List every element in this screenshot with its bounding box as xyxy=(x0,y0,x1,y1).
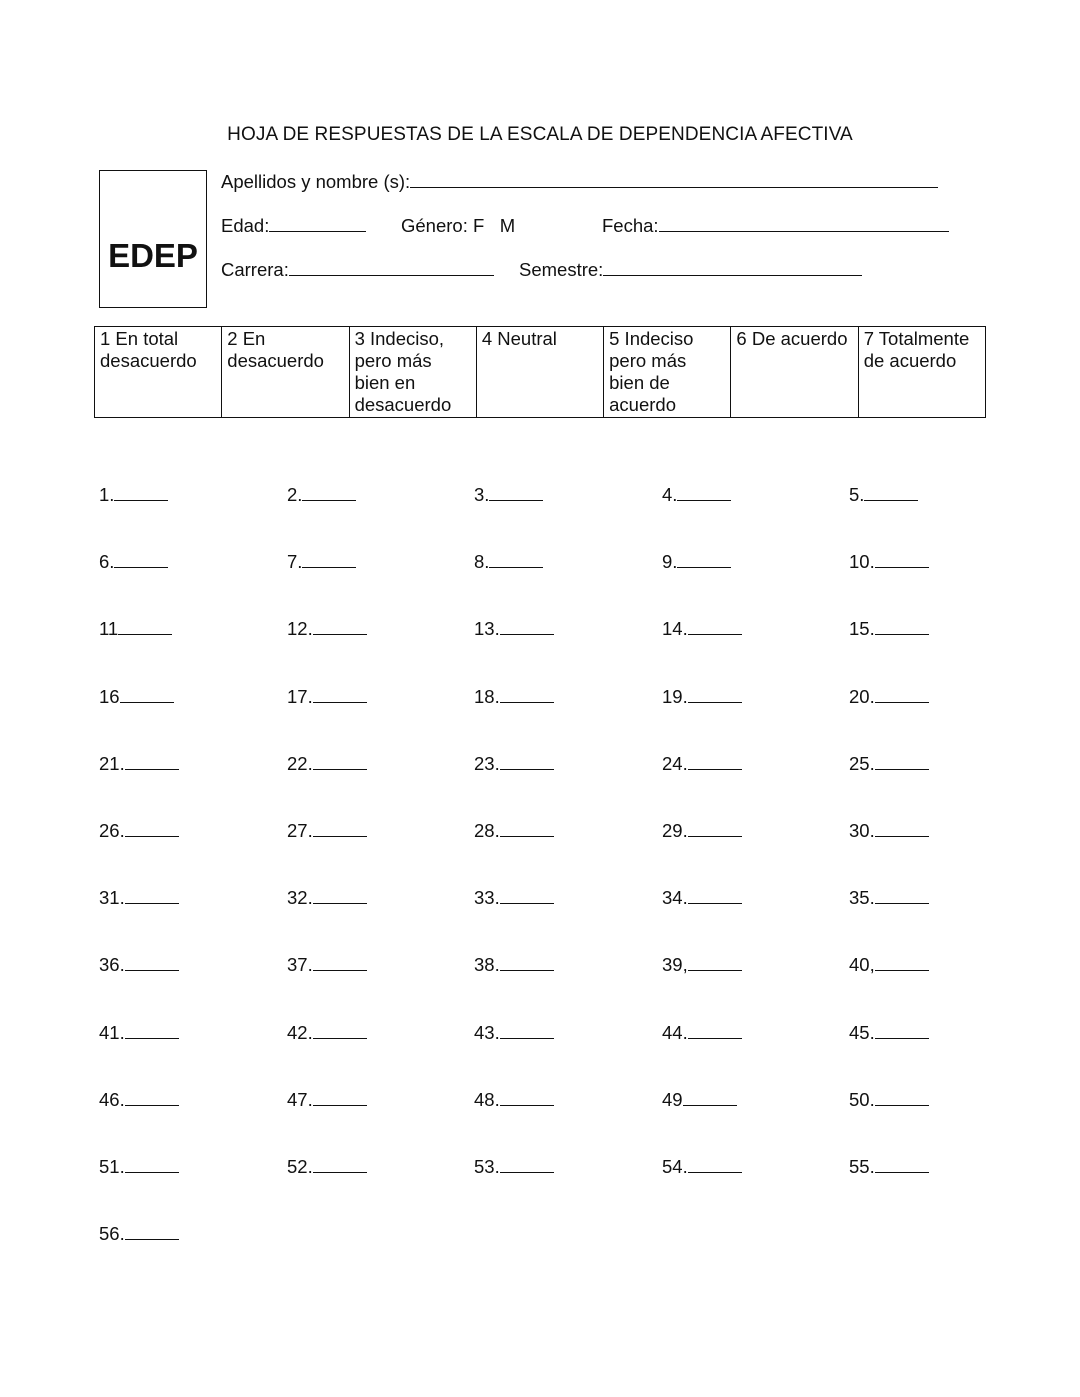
answer-item[interactable] xyxy=(662,753,742,775)
answer-blank[interactable] xyxy=(125,1225,179,1240)
answer-number: 47. xyxy=(287,1088,313,1110)
scale-option-2: 2 En desacuerdo xyxy=(222,327,349,418)
answer-blank[interactable] xyxy=(500,755,554,770)
answer-item[interactable] xyxy=(99,551,168,573)
answer-blank[interactable] xyxy=(313,822,367,837)
answer-number: 36. xyxy=(99,954,125,976)
answer-blank[interactable] xyxy=(313,755,367,770)
age-label: Edad: xyxy=(221,215,270,236)
answer-blank[interactable] xyxy=(125,822,179,837)
scale-option-1: 1 En total desacuerdo xyxy=(95,327,222,418)
response-scale-table xyxy=(94,326,986,418)
answer-number: 32. xyxy=(287,887,313,909)
semester-blank[interactable] xyxy=(603,261,862,276)
answer-number: 18. xyxy=(474,685,500,707)
answer-item[interactable] xyxy=(474,753,554,775)
answer-number: 56. xyxy=(99,1223,125,1245)
answer-blank[interactable] xyxy=(500,688,554,703)
answer-number: 3. xyxy=(474,484,490,505)
answer-number: 10. xyxy=(849,551,875,573)
answer-item[interactable] xyxy=(99,753,179,775)
answer-blank[interactable] xyxy=(688,688,742,703)
answer-item[interactable] xyxy=(99,1022,179,1044)
answer-blank[interactable] xyxy=(114,553,168,568)
answer-number: 29. xyxy=(662,820,688,841)
answer-number: 30. xyxy=(849,820,875,841)
answer-item[interactable] xyxy=(662,686,742,708)
semester-label: Semestre: xyxy=(519,259,604,280)
answer-number: 51. xyxy=(99,1156,125,1177)
answer-item[interactable] xyxy=(474,887,554,909)
answer-item[interactable] xyxy=(287,954,367,976)
answer-blank[interactable] xyxy=(688,956,742,971)
answer-blank[interactable] xyxy=(875,822,929,837)
answer-item[interactable] xyxy=(474,484,543,506)
answer-item[interactable] xyxy=(849,618,929,640)
answer-item[interactable] xyxy=(662,887,742,909)
answer-blank[interactable] xyxy=(688,889,742,904)
answer-number: 49 xyxy=(662,1088,683,1110)
answer-number: 55. xyxy=(849,1156,875,1177)
answer-item[interactable] xyxy=(849,1156,929,1178)
answer-number: 48. xyxy=(474,1088,500,1110)
answer-item[interactable] xyxy=(849,686,929,708)
answer-blank[interactable] xyxy=(125,1091,179,1106)
answer-number: 53. xyxy=(474,1156,500,1177)
answer-number: 12. xyxy=(287,618,313,640)
answer-number: 9. xyxy=(662,551,678,573)
answer-number: 2. xyxy=(287,484,303,505)
answer-blank[interactable] xyxy=(500,889,554,904)
answer-blank[interactable] xyxy=(313,688,367,703)
answer-item[interactable] xyxy=(662,551,731,573)
answer-number: 7. xyxy=(287,551,303,573)
answer-item[interactable] xyxy=(662,1156,742,1178)
answer-number: 35. xyxy=(849,887,875,909)
answer-blank[interactable] xyxy=(125,1024,179,1039)
answer-number: 33. xyxy=(474,887,500,909)
scale-row xyxy=(95,327,986,418)
answer-number: 15. xyxy=(849,618,875,640)
answer-number: 34. xyxy=(662,887,688,909)
career-field[interactable] xyxy=(221,259,494,281)
answer-blank[interactable] xyxy=(302,486,356,501)
answer-number: 17. xyxy=(287,685,313,707)
answer-blank[interactable] xyxy=(125,889,179,904)
answer-number: 46. xyxy=(99,1088,125,1110)
career-blank[interactable] xyxy=(289,261,494,276)
answer-number: 21. xyxy=(99,752,125,774)
answer-item[interactable] xyxy=(99,1223,179,1245)
answer-blank[interactable] xyxy=(125,1158,179,1173)
answer-blank[interactable] xyxy=(683,1091,737,1106)
answer-item[interactable] xyxy=(99,1156,179,1178)
answer-item[interactable] xyxy=(287,551,356,573)
answer-blank[interactable] xyxy=(313,620,367,635)
answer-item[interactable] xyxy=(474,954,554,976)
answer-blank[interactable] xyxy=(313,1158,367,1173)
answer-number: 45. xyxy=(849,1021,875,1043)
answer-item[interactable] xyxy=(99,887,179,909)
answer-number: 39, xyxy=(662,954,688,976)
date-field[interactable] xyxy=(602,215,949,237)
answer-item[interactable] xyxy=(99,686,174,708)
answer-item[interactable] xyxy=(287,1156,367,1178)
answer-item[interactable] xyxy=(849,484,918,506)
answer-blank[interactable] xyxy=(125,755,179,770)
semester-field[interactable] xyxy=(519,259,862,281)
answer-blank[interactable] xyxy=(875,553,929,568)
answer-item[interactable] xyxy=(99,954,179,976)
answer-blank[interactable] xyxy=(313,1024,367,1039)
answer-blank[interactable] xyxy=(864,486,918,501)
answer-number: 41. xyxy=(99,1021,125,1043)
answer-item[interactable] xyxy=(287,887,367,909)
answer-item[interactable] xyxy=(99,484,168,506)
name-label: Apellidos y nombre (s): xyxy=(221,171,411,192)
answer-item[interactable] xyxy=(474,551,543,573)
answer-number: 5. xyxy=(849,484,865,505)
answer-number: 16 xyxy=(99,685,120,707)
answer-blank[interactable] xyxy=(875,755,929,770)
edep-logo-box xyxy=(99,170,207,308)
answer-blank[interactable] xyxy=(500,620,554,635)
answer-item[interactable] xyxy=(474,1156,554,1178)
answer-number: 50. xyxy=(849,1088,875,1110)
scale-option-3: 3 Indeciso, pero más bien en desacuerdo xyxy=(349,327,476,418)
answer-blank[interactable] xyxy=(688,822,742,837)
answer-item[interactable] xyxy=(849,1022,929,1044)
answer-item[interactable] xyxy=(287,686,367,708)
answer-item[interactable] xyxy=(662,1022,742,1044)
answer-blank[interactable] xyxy=(500,1158,554,1173)
answer-item[interactable] xyxy=(474,618,554,640)
answer-item[interactable] xyxy=(287,1022,367,1044)
answer-blank[interactable] xyxy=(489,553,543,568)
answer-number: 38. xyxy=(474,954,500,976)
answer-blank[interactable] xyxy=(875,956,929,971)
age-blank[interactable] xyxy=(269,217,366,232)
answer-number: 8. xyxy=(474,551,490,573)
career-label: Carrera: xyxy=(221,259,289,280)
answer-number: 27. xyxy=(287,820,313,841)
answer-blank[interactable] xyxy=(875,1024,929,1039)
answer-item[interactable] xyxy=(849,820,929,842)
answer-blank[interactable] xyxy=(120,688,174,703)
answer-number: 42. xyxy=(287,1021,313,1043)
name-field[interactable] xyxy=(221,171,938,193)
answer-blank[interactable] xyxy=(677,486,731,501)
answer-item[interactable] xyxy=(99,820,179,842)
answer-number: 24. xyxy=(662,752,688,774)
answer-number: 52. xyxy=(287,1156,313,1177)
answer-number: 22. xyxy=(287,752,313,774)
answer-item[interactable] xyxy=(287,618,367,640)
answer-number: 6. xyxy=(99,551,115,573)
answer-number: 40, xyxy=(849,954,875,976)
answer-number: 43. xyxy=(474,1021,500,1043)
answer-item[interactable] xyxy=(849,1089,929,1111)
answer-item[interactable] xyxy=(287,1089,367,1111)
answer-blank[interactable] xyxy=(313,889,367,904)
answer-item[interactable] xyxy=(849,753,929,775)
answer-item[interactable] xyxy=(662,820,742,842)
answer-item[interactable] xyxy=(99,618,172,640)
answer-item[interactable] xyxy=(662,1089,737,1111)
answer-number: 14. xyxy=(662,618,688,640)
answer-blank[interactable] xyxy=(500,1024,554,1039)
answer-number: 28. xyxy=(474,820,500,841)
answer-number: 19. xyxy=(662,685,688,707)
edep-logo: EDEP xyxy=(108,237,198,274)
answer-number: 44. xyxy=(662,1021,688,1043)
answer-blank[interactable] xyxy=(114,486,168,501)
scale-option-6: 6 De acuerdo xyxy=(731,327,858,418)
answer-blank[interactable] xyxy=(688,755,742,770)
answer-number: 37. xyxy=(287,954,313,976)
age-field[interactable] xyxy=(221,215,366,237)
answer-blank[interactable] xyxy=(500,1091,554,1106)
gender-field[interactable]: Género: F M xyxy=(401,215,516,236)
scale-option-5: 5 Indeciso pero más bien de acuerdo xyxy=(604,327,731,418)
answer-item[interactable] xyxy=(474,820,554,842)
answer-item[interactable] xyxy=(287,753,367,775)
answer-blank[interactable] xyxy=(875,688,929,703)
answer-blank[interactable] xyxy=(489,486,543,501)
answer-blank[interactable] xyxy=(875,1158,929,1173)
answer-item[interactable] xyxy=(662,618,742,640)
answer-item[interactable] xyxy=(287,484,356,506)
answer-blank[interactable] xyxy=(118,620,172,635)
answer-blank[interactable] xyxy=(313,956,367,971)
answer-item[interactable] xyxy=(849,954,929,976)
answer-item[interactable] xyxy=(662,484,731,506)
answer-blank[interactable] xyxy=(125,956,179,971)
answer-blank[interactable] xyxy=(688,1158,742,1173)
answer-number: 13. xyxy=(474,618,500,640)
answer-number: 31. xyxy=(99,887,125,909)
answer-item[interactable] xyxy=(99,1089,179,1111)
answer-number: 26. xyxy=(99,820,125,841)
scale-option-4: 4 Neutral xyxy=(476,327,603,418)
answer-item[interactable] xyxy=(849,887,929,909)
answer-item[interactable] xyxy=(662,954,742,976)
date-blank[interactable] xyxy=(659,217,949,232)
answer-blank[interactable] xyxy=(875,889,929,904)
answer-number: 54. xyxy=(662,1156,688,1177)
answer-blank[interactable] xyxy=(500,822,554,837)
answer-blank[interactable] xyxy=(875,1091,929,1106)
scale-option-7: 7 Totalmente de acuerdo xyxy=(858,327,985,418)
answer-blank[interactable] xyxy=(688,620,742,635)
answer-blank[interactable] xyxy=(688,1024,742,1039)
answer-item[interactable] xyxy=(474,1022,554,1044)
answer-number: 11 xyxy=(99,618,119,640)
answer-number: 20. xyxy=(849,685,875,707)
answer-number: 25. xyxy=(849,752,875,774)
answer-number: 1. xyxy=(99,484,115,505)
answer-item[interactable] xyxy=(474,1089,554,1111)
answer-blank[interactable] xyxy=(677,553,731,568)
answer-blank[interactable] xyxy=(302,553,356,568)
answer-number: 4. xyxy=(662,484,678,505)
answer-blank[interactable] xyxy=(875,620,929,635)
answer-blank[interactable] xyxy=(500,956,554,971)
answer-item[interactable] xyxy=(474,686,554,708)
name-blank[interactable] xyxy=(410,173,938,188)
answer-number: 23. xyxy=(474,752,500,774)
answer-item[interactable] xyxy=(287,820,367,842)
answer-blank[interactable] xyxy=(313,1091,367,1106)
date-label: Fecha: xyxy=(602,215,659,236)
answer-item[interactable] xyxy=(849,551,929,573)
page-title: HOJA DE RESPUESTAS DE LA ESCALA DE DEPENDENCIA AFECTIVA xyxy=(227,124,853,145)
